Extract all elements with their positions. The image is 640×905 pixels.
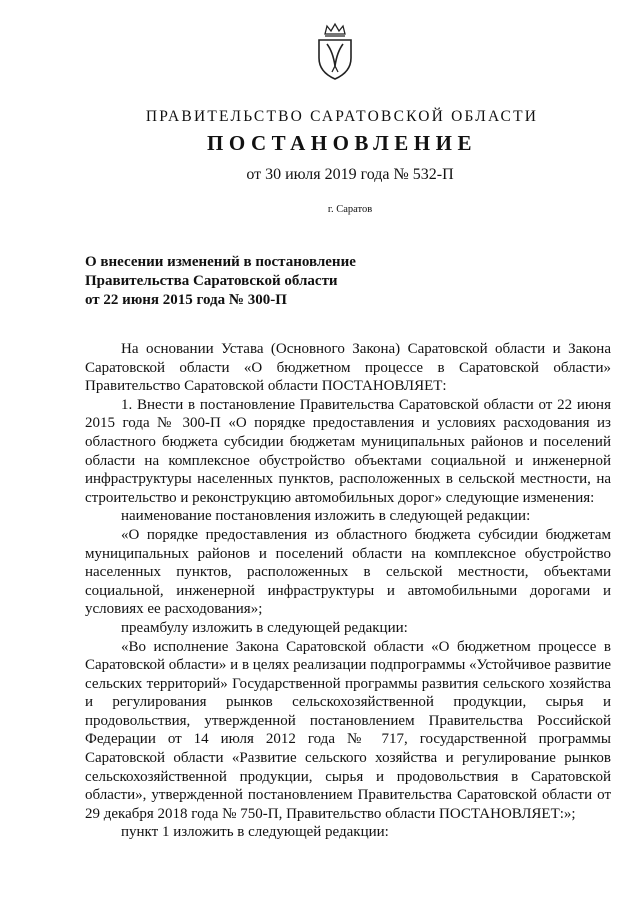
body-paragraph: «Во исполнение Закона Саратовской области «О бюджетном процессе в Саратовской области» и в целях реализации подпрограммы «Устойчивое развитие сельских территорий» Государственной программы развития сельского хозяйства и регулирования рынков сельскохозяйственной продукции, сырья и продовольствия, утвержденной постановлением Правительства Российской Федерации от 14 июля 2012 года № 717, государственной программы Саратовской области «Развитие сельского хозяйства и регулирование рынков сельскохозяйственной продукции, сырья и продовольствия в Саратовской области», утвержденной постановлением Правительства Саратовской области от 29 декабря 2018 года № 750-П, Правительство области ПОСТАНОВЛЯЕТ:»; [85, 638, 611, 822]
body-paragraph: 1. Внести в постановление Правительства Саратовской области от 22 июня 2015 года № 300-П «О порядке предоставления и условиях расходования из областного бюджета субсидии бюджетам муниципальных районов и поселений области на комплексное обустройство объектами социальной и инженерной инфраструктуры населенных пунктов, расположенных в сельской местности, на строительство и реконструкцию автомобильных дорог» следующие изменения: [85, 396, 611, 506]
body-paragraph: наименование постановления изложить в следующей редакции: [121, 508, 531, 525]
document-city: г. Саратов [327, 204, 373, 215]
document-body [85, 340, 611, 842]
body-paragraph: «О порядке предоставления из областного бюджета субсидии бюджетам муниципальных районов и поселений области на комплексное обустройство населенных пунктов, расположенных в сельской местности, объектами социальной, инженерной инфраструктуры и автомобильными дорогами и условиях ее расходования»; [85, 526, 611, 618]
subject-line: О внесении изменений в постановление [85, 254, 356, 270]
government-name: ПРАВИТЕЛЬСТВО САРАТОВСКОЙ ОБЛАСТИ [145, 108, 539, 125]
subject-line: от 22 июня 2015 года № 300-П [85, 292, 287, 308]
coat-of-arms-icon [313, 22, 357, 82]
body-paragraph: преамбулу изложить в следующей редакции: [121, 619, 408, 636]
subject-line: Правительства Саратовской области [85, 273, 338, 289]
document-type: ПОСТАНОВЛЕНИЕ [207, 131, 477, 155]
document-subject [85, 253, 425, 310]
body-paragraph: пункт 1 изложить в следующей редакции: [121, 824, 389, 841]
document-date-number: от 30 июля 2019 года № 532-П [246, 166, 454, 183]
body-paragraph: На основании Устава (Основного Закона) Саратовской области и Закона Саратовской области «О бюджетном процессе в Саратовской области» Правительство Саратовской области ПОСТАНОВЛЯЕТ: [85, 341, 611, 395]
